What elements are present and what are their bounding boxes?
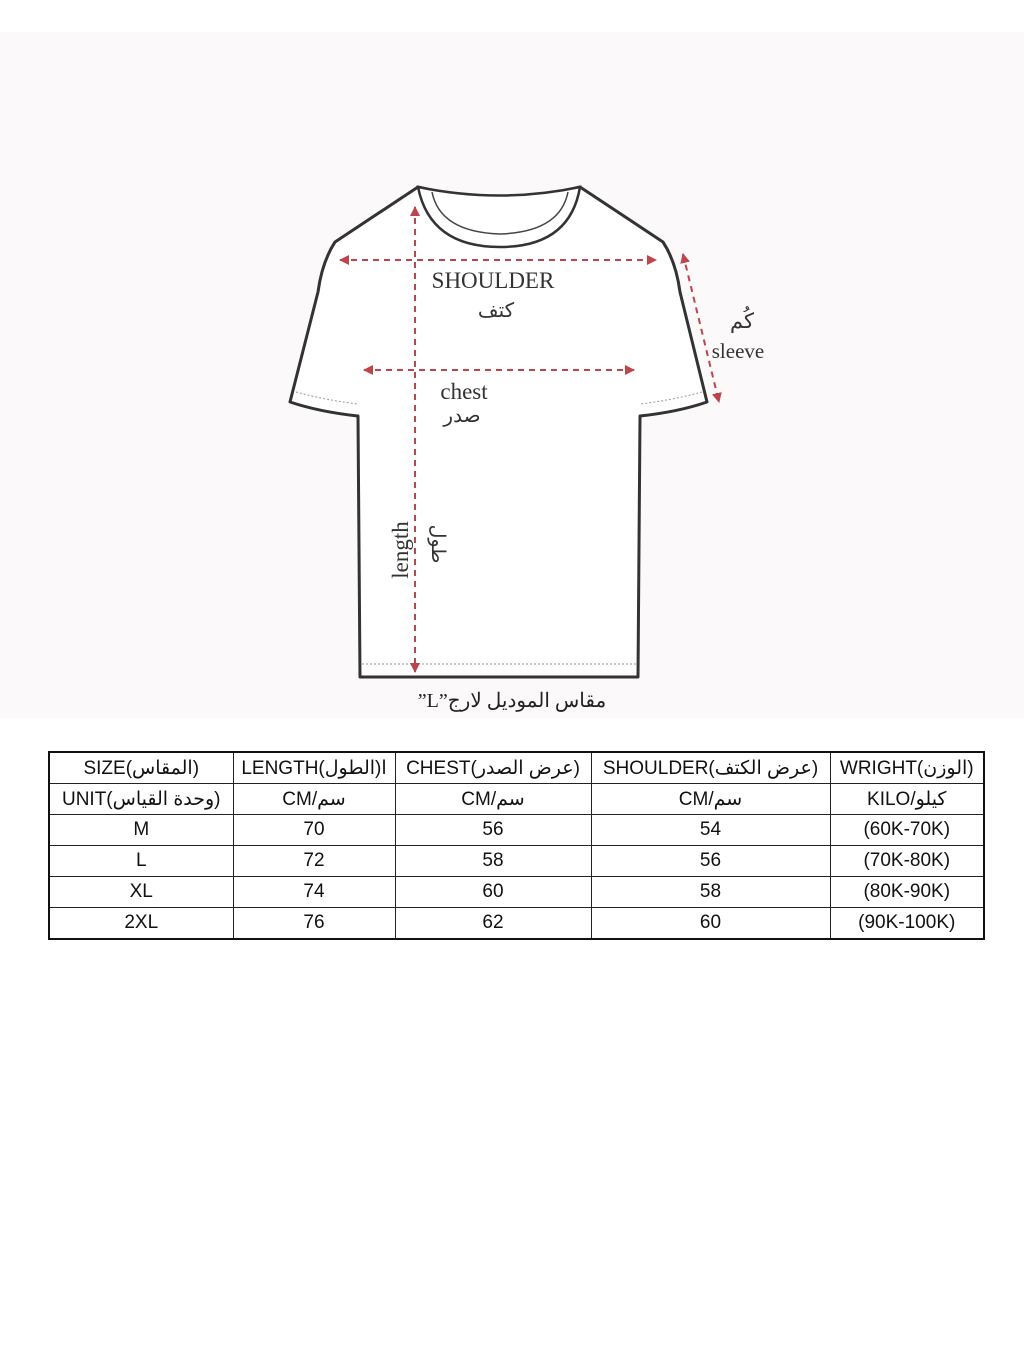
- tshirt-drawing: [0, 32, 1024, 718]
- table-cell: 70: [233, 815, 395, 846]
- table-cell: (60K-70K): [830, 815, 984, 846]
- header-row: [49, 752, 984, 784]
- header-size: SIZE(المقاس): [49, 752, 233, 784]
- header-chest: CHEST(عرض الصدر): [395, 752, 591, 784]
- table-cell: 56: [591, 846, 830, 877]
- unit-cell: KILO/كيلو: [830, 784, 984, 815]
- table-cell: 74: [233, 877, 395, 908]
- sleeve-label: sleeve: [711, 339, 765, 363]
- table-cell: XL: [49, 877, 233, 908]
- table-cell: 76: [233, 908, 395, 940]
- table-cell: 56: [395, 815, 591, 846]
- size-chart-table: [48, 751, 985, 940]
- header-shoulder: SHOULDER(عرض الكتف): [591, 752, 830, 784]
- table-cell: 2XL: [49, 908, 233, 940]
- table-cell: 54: [591, 815, 830, 846]
- table-cell: (90K-100K): [830, 908, 984, 940]
- table-cell: 62: [395, 908, 591, 940]
- table-cell: 60: [591, 908, 830, 940]
- unit-row: [49, 784, 984, 815]
- table-cell: 58: [395, 846, 591, 877]
- table-cell: L: [49, 846, 233, 877]
- unit-cell: UNIT(وحدة القياس): [49, 784, 233, 815]
- header-length: LENGTH(الطول)ا: [233, 752, 395, 784]
- shoulder-label-ar: كتف: [477, 300, 515, 322]
- chest-label-ar: صدر: [443, 405, 481, 427]
- table-cell: 58: [591, 877, 830, 908]
- unit-cell: CM/سم: [591, 784, 830, 815]
- table-row: [49, 815, 984, 846]
- table-row: [49, 846, 984, 877]
- tshirt-diagram: [0, 32, 1024, 718]
- length-label-ar: طول: [427, 524, 448, 564]
- unit-cell: CM/سم: [233, 784, 395, 815]
- table-row: [49, 877, 984, 908]
- table-cell: 72: [233, 846, 395, 877]
- table-cell: 60: [395, 877, 591, 908]
- table-row: [49, 908, 984, 940]
- header-weight: WRIGHT(الوزن): [830, 752, 984, 784]
- shoulder-label: SHOULDER: [431, 268, 555, 293]
- table-cell: M: [49, 815, 233, 846]
- length-label: length: [388, 521, 413, 579]
- model-size-caption: مقاس الموديل لارج”L”: [417, 690, 607, 712]
- sleeve-label-ar: كُم: [730, 309, 754, 333]
- table-cell: (70K-80K): [830, 846, 984, 877]
- unit-cell: CM/سم: [395, 784, 591, 815]
- table-cell: (80K-90K): [830, 877, 984, 908]
- chest-label: chest: [440, 379, 488, 404]
